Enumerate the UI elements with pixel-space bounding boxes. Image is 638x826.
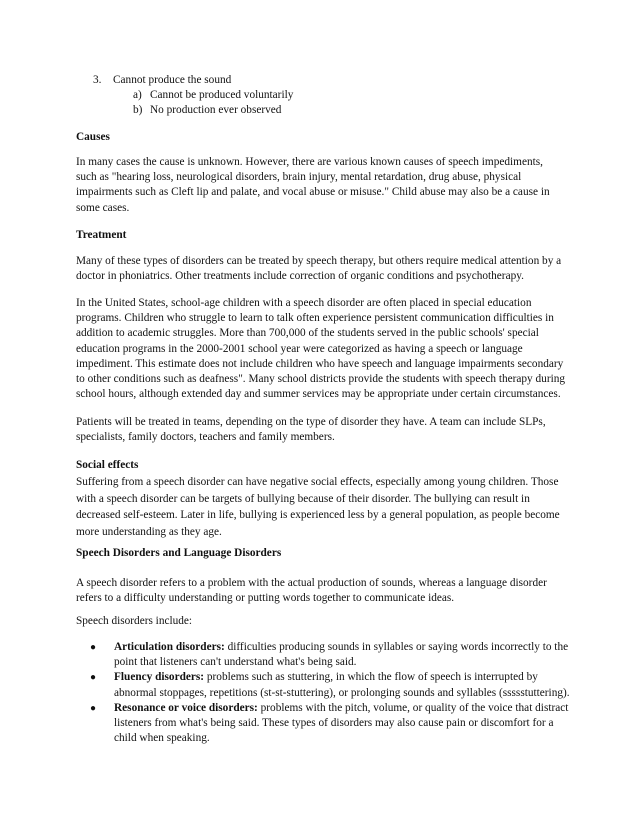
- treatment-paragraph-2: In the United States, school-age children with a speech disorder are often placed in special education programs. Children who struggle to learn to talk often experience persistent communication difficulties in addition to academic struggles. More than 700,000 of the students served in the public schools' special education programs in the 2000-2001 school year were categorized as having a speech or language impediment. This estimate does not include children who have speech and language impairments secondary to other conditions such as deafness". Many school districts provide the students with speech therapy during school hours, although extended day and summer services may be appropriate under certain circumstances.: [76, 297, 566, 401]
- sub-list-text: No production ever observed: [150, 104, 282, 116]
- treatment-paragraph-1: Many of these types of disorders can be treated by speech therapy, but others require medical attention by a doctor in phoniatrics. Other treatments include correction of organic conditions and psychotherapy.: [76, 255, 562, 283]
- social-effects-paragraph: Suffering from a speech disorder can have negative social effects, especially among young children. Those with a speech disorder can be targets of bullying because of their disorder. The bullying can result in decreased self-esteem. Later in life, bullying is experienced less by a general population, as people become more understanding as they age.: [76, 476, 560, 538]
- treatment-paragraph-3: Patients will be treated in teams, depending on the type of disorder they have. A team can include SLPs, specialists, family doctors, teachers and family members.: [76, 416, 546, 444]
- speech-language-heading: Speech Disorders and Language Disorders: [76, 547, 282, 559]
- sub-list-letter: a): [133, 89, 142, 101]
- bullet-text: problems with the pitch, volume, or quality of the voice that distract listeners from what's being said. These types of disorders may also cause pain or discomfort for a child when speaking.: [114, 701, 569, 745]
- list-item-3: [93, 73, 493, 88]
- bullet-icon: ●: [90, 702, 97, 714]
- list-number: 3.: [93, 74, 102, 86]
- sub-list-letter: b): [133, 104, 143, 116]
- sub-list-text: Cannot be produced voluntarily: [150, 89, 294, 101]
- sub-list-item: [133, 103, 433, 118]
- bullet-term: Fluency disorders:: [114, 671, 205, 684]
- speech-disorders-list: [90, 640, 570, 746]
- bullet-icon: ●: [90, 672, 97, 684]
- list-item: [90, 670, 570, 700]
- list-item: [90, 640, 570, 670]
- social-effects-heading: Social effects: [76, 459, 139, 471]
- bullet-icon: ●: [90, 642, 97, 653]
- causes-heading: Causes: [76, 131, 110, 143]
- bullet-term: Resonance or voice disorders:: [114, 701, 258, 714]
- list-item-text: Cannot produce the sound: [113, 74, 232, 86]
- bullet-text: difficulties producing sounds in syllables or saying words incorrectly to the point that listeners can't understand what's being said.: [114, 641, 569, 669]
- bullet-term: Articulation disorders:: [114, 641, 225, 653]
- speech-language-paragraph: A speech disorder refers to a problem with the actual production of sounds, whereas a language disorder refers to a difficulty understanding or putting words together to communicate ideas.: [76, 577, 547, 605]
- sub-list-item: [133, 88, 433, 103]
- list-item: [90, 701, 570, 747]
- causes-paragraph: In many cases the cause is unknown. However, there are various known causes of speech impediments, such as "hearing loss, neurological disorders, brain injury, mental retardation, drug abuse, physical impairments such as Cleft lip and palate, and vocal abuse or misuse." Child abuse may also be a cause in some cases.: [76, 156, 550, 214]
- speech-disorders-intro: Speech disorders include:: [76, 615, 193, 627]
- bullet-text: problems such as stuttering, in which the flow of speech is interrupted by abnormal stoppages, repetitions (st-st-stuttering), or prolonging sounds and syllables (ssssstuttering).: [114, 671, 570, 699]
- treatment-heading: Treatment: [76, 229, 127, 241]
